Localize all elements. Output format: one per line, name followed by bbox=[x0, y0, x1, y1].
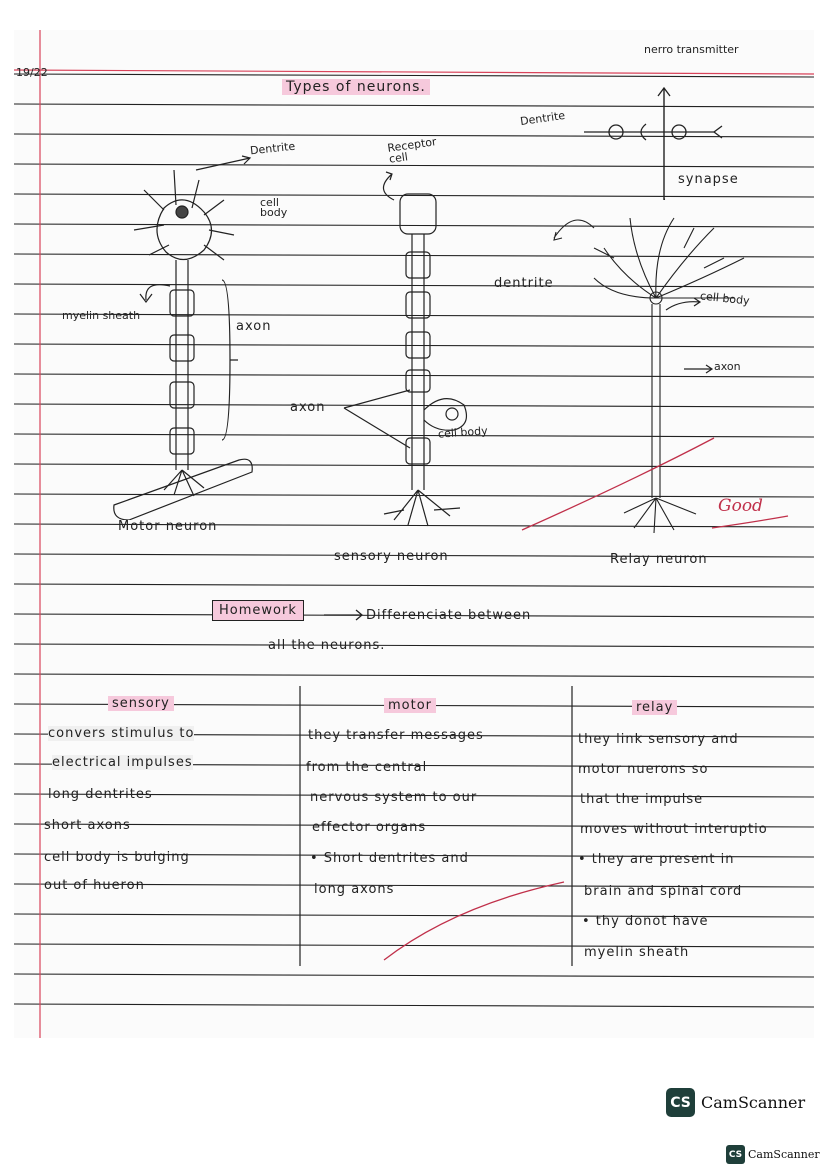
relay-cell-4: moves without interuptio bbox=[580, 822, 768, 837]
motor-caption: Motor neuron bbox=[118, 519, 218, 534]
myelin-sheath-label: myelin sheath bbox=[62, 309, 141, 322]
teacher-mark: Good bbox=[718, 496, 763, 516]
ruled-line bbox=[14, 584, 814, 587]
relay-cell-1: they link sensory and bbox=[578, 732, 739, 747]
teacher-tick-upper bbox=[514, 430, 794, 540]
sensory-axon-label: axon bbox=[290, 400, 326, 415]
homework-label: Homework bbox=[212, 600, 304, 621]
motor-dendrite-arrow bbox=[194, 154, 254, 174]
relay-cell-body-arrow bbox=[664, 296, 704, 316]
ruled-line bbox=[14, 1004, 814, 1007]
notebook-page bbox=[14, 30, 814, 1038]
relay-cell-body-label: cell body bbox=[699, 289, 751, 308]
sensory-caption: sensory neuron bbox=[334, 549, 449, 564]
ruled-line bbox=[14, 644, 814, 647]
table-header-sensory: sensory bbox=[108, 696, 174, 711]
relay-cell-2: motor nuerons so bbox=[578, 762, 709, 777]
sensory-cell-4: short axons bbox=[44, 818, 131, 833]
sensory-neuron-drawing bbox=[364, 170, 494, 540]
motor-cell-1: they transfer messages bbox=[308, 728, 484, 743]
relay-cell-3: that the impulse bbox=[580, 792, 704, 807]
sensory-cell-2: electrical impulses bbox=[52, 755, 193, 770]
camscanner-brand-text: CamScanner bbox=[701, 1093, 806, 1112]
motor-cell-4: effector organs bbox=[312, 820, 427, 835]
camscanner-watermark-small bbox=[726, 1145, 820, 1164]
motor-axon-label: axon bbox=[236, 319, 272, 334]
camscanner-watermark-large bbox=[666, 1088, 805, 1117]
receptor-cell-label: Receptor cell bbox=[386, 135, 438, 166]
camscanner-logo-icon-small: CS bbox=[726, 1145, 745, 1164]
homework-text-1: Differenciate between bbox=[366, 608, 532, 623]
relay-cell-6: brain and spinal cord bbox=[584, 884, 743, 899]
motor-cell-body-label: cell body bbox=[260, 196, 288, 219]
synapse-label: synapse bbox=[678, 172, 739, 187]
synapse-dendrite-label: Dentrite bbox=[519, 108, 566, 129]
relay-cell-5: • they are present in bbox=[578, 852, 735, 867]
sensory-cell-6: out of hueron bbox=[44, 878, 145, 893]
motor-dendrite-label: Dentrite bbox=[249, 139, 296, 158]
relay-cell-8: myelin sheath bbox=[584, 945, 690, 960]
motor-cell-3: nervous system to our bbox=[310, 790, 478, 805]
motor-cell-5: • Short dentrites and bbox=[310, 851, 469, 866]
homework-arrow bbox=[322, 608, 366, 622]
motor-cell-2: from the central bbox=[306, 760, 428, 775]
sensory-cell-1: convers stimulus to bbox=[48, 726, 195, 741]
relay-cell-7: • thy donot have bbox=[582, 914, 709, 929]
relay-dendrite-label: dentrite bbox=[494, 276, 554, 291]
page-date: 19/22 bbox=[16, 66, 48, 79]
relay-axon-label: axon bbox=[714, 360, 741, 373]
sensory-axon-pointers bbox=[340, 388, 420, 458]
camscanner-brand-text-small: CamScanner bbox=[748, 1148, 820, 1161]
ruled-line bbox=[14, 974, 814, 977]
sensory-cell-body-label: cell body bbox=[437, 424, 489, 441]
sensory-cell-3: long dentrites bbox=[48, 787, 153, 802]
motor-neuron-drawing bbox=[104, 160, 274, 520]
neurotransmitter-label: nerro transmitter bbox=[644, 43, 739, 56]
sensory-cell-5: cell body is bulging bbox=[44, 850, 190, 865]
ruled-line bbox=[14, 674, 814, 677]
table-header-motor: motor bbox=[384, 698, 436, 713]
myelin-arrow bbox=[124, 276, 174, 306]
homework-text-2: all the neurons. bbox=[268, 638, 386, 653]
relay-caption: Relay neuron bbox=[610, 552, 708, 567]
relay-axon-arrow bbox=[682, 364, 716, 374]
synapse-diagram bbox=[574, 70, 724, 200]
table-header-relay: relay bbox=[632, 700, 677, 715]
camscanner-logo-icon: CS bbox=[666, 1088, 695, 1117]
page-title: Types of neurons. bbox=[282, 79, 430, 95]
motor-cell-6: long axons bbox=[314, 882, 395, 897]
